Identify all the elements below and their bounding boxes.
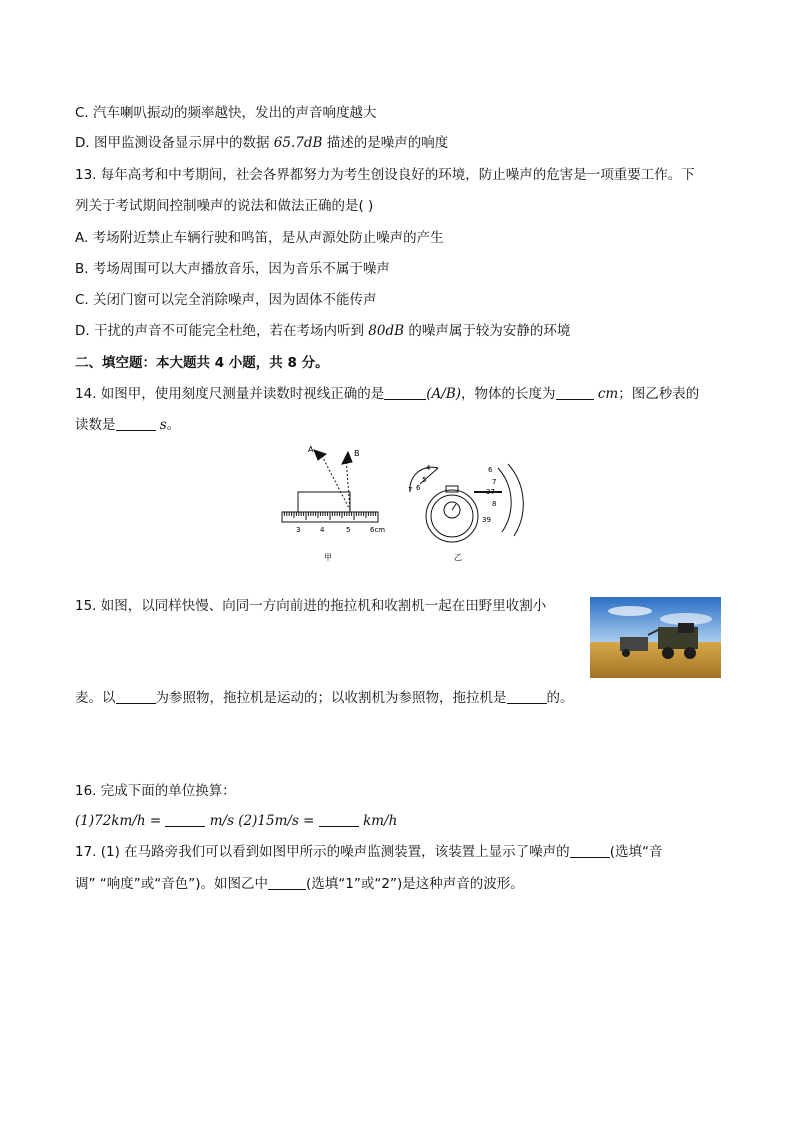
- eye-a-label: A: [308, 445, 314, 454]
- ruler-tick-label: 3: [296, 526, 301, 534]
- question-13-line2: 列关于考试期间控制噪声的说法和做法正确的是( ): [75, 198, 374, 214]
- ruler-tick-label: 5: [346, 526, 351, 534]
- q13-option-d: D. 干扰的声音不可能完全杜绝，若在考场内听到 80dB 的噪声属于较为安静的环境: [75, 323, 571, 339]
- minute-dial-label: 5: [422, 476, 427, 484]
- answer-blank[interactable]: [165, 812, 205, 827]
- seconds-dial-arc-inner: [498, 468, 511, 532]
- answer-blank[interactable]: [507, 689, 547, 704]
- seconds-dial-label: 37: [486, 488, 495, 496]
- eye-b-icon: [342, 452, 352, 464]
- option-d-line: D. 图甲监测设备显示屏中的数据 65.7dB 描述的是噪声的响度: [75, 135, 449, 151]
- sight-line-b: [346, 458, 350, 510]
- stopwatch-hand: [452, 504, 456, 510]
- question-14-line2: 读数是 s。: [75, 417, 181, 433]
- answer-blank[interactable]: [556, 385, 594, 400]
- seconds-dial-label: 39: [482, 516, 491, 524]
- ruler-stopwatch-figure: [278, 440, 524, 566]
- q13-option-b: B. 考场周围可以大声播放音乐，因为音乐不属于噪声: [75, 261, 390, 277]
- question-17-line2: 调” “响度”或“音色”)。如图乙中 (选填“1”或“2”)是这种声音的波形。: [75, 876, 524, 892]
- section-heading: 二、填空题：本大题共 4 小题，共 8 分。: [75, 355, 329, 371]
- question-15-line1: 15. 如图，以同样快慢、向同一方向前进的拖拉机和收割机一起在田野里收割小: [75, 598, 547, 614]
- question-16-line1: 16. 完成下面的单位换算：: [75, 783, 236, 799]
- tractor-harvester-photo: [590, 597, 721, 678]
- seconds-dial-arc: [508, 464, 523, 536]
- eye-a-icon: [314, 450, 326, 460]
- q13-option-c: C. 关闭门窗可以完全消除噪声，因为固体不能传声: [75, 292, 377, 308]
- answer-blank[interactable]: [116, 416, 156, 431]
- question-13-line1: 13. 每年高考和中考期间，社会各界都努力为考生创设良好的环境，防止噪声的危害是一项重要工作。下: [75, 167, 695, 183]
- minute-dial-label: 4: [426, 464, 431, 472]
- option-c-line: C. 汽车喇叭振动的频率越快，发出的声音响度越大: [75, 105, 377, 121]
- minute-dial-label: 6: [416, 484, 421, 492]
- q13-option-a: A. 考场附近禁止车辆行驶和鸣笛，是从声源处防止噪声的产生: [75, 230, 444, 246]
- figure-label-yi: 乙: [454, 553, 462, 562]
- seconds-dial-label: 6: [488, 466, 493, 474]
- stopwatch-body: [426, 490, 478, 542]
- stopwatch-crown: [446, 486, 458, 492]
- seconds-dial-label: 7: [492, 478, 497, 486]
- answer-blank[interactable]: [570, 843, 610, 858]
- question-15-line2: 麦。以 为参照物，拖拉机是运动的；以收割机为参照物，拖拉机是 的。: [75, 690, 574, 706]
- answer-blank[interactable]: [268, 875, 306, 890]
- minute-dial-label: 7: [408, 486, 413, 494]
- answer-blank[interactable]: [384, 385, 426, 400]
- question-17-line1: 17. (1) 在马路旁我们可以看到如图甲所示的噪声监测装置，该装置上显示了噪声的 (选填“音: [75, 844, 663, 860]
- ruler-tick-label: 6cm: [370, 526, 386, 534]
- answer-blank[interactable]: [116, 689, 156, 704]
- eye-b-label: B: [354, 449, 360, 458]
- ruler-tick-label: 4: [320, 526, 325, 534]
- ruler-ticks: [282, 512, 378, 520]
- ruler-diagram: [282, 450, 378, 522]
- seconds-dial-label: 8: [492, 500, 497, 508]
- figure-label-jia: 甲: [324, 553, 332, 562]
- stopwatch-face: [431, 495, 473, 537]
- question-14-line1: 14. 如图甲，使用刻度尺测量并读数时视线正确的是 (A/B)，物体的长度为 cm；图乙秒表的: [75, 386, 700, 402]
- question-16-line2: (1)72km/h = m/s (2)15m/s = km/h: [75, 813, 398, 829]
- stopwatch: [410, 464, 523, 542]
- answer-blank[interactable]: [319, 812, 359, 827]
